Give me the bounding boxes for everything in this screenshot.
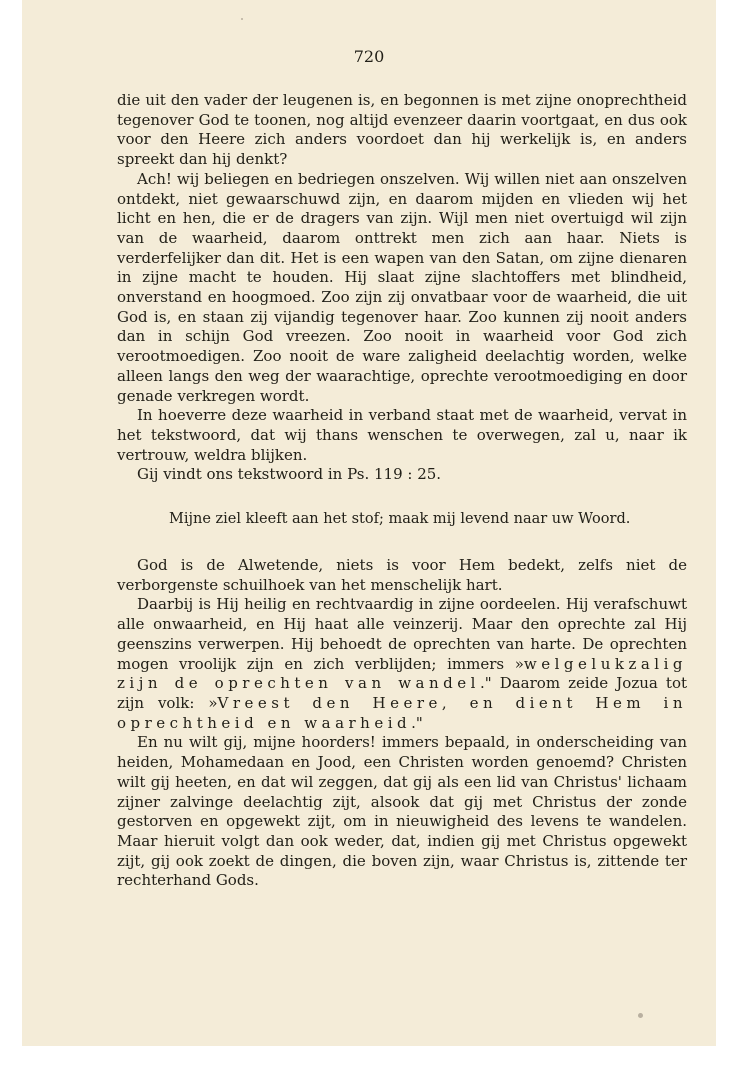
paragraph-6-spaced-quote-1: welgelukzalig zijn de oprechten van wandel [117,654,687,693]
paragraph-5: God is de Alwetende, niets is voor Hem bedekt, zelfs niet de verborgenste schuilhoek van het menschelijk hart. [117,556,687,594]
paragraph-6 [117,595,687,733]
paragraph-1: die uit den vader der leugenen is, en begonnen is met zijne onoprechtheid tegenover God te toonen, nog altijd evenzeer daarin voortgaat, en dus ook voor den Heere zich anders voordoet dan hij werkelijk is, en anders spreekt dan hij denkt? [117,91,687,169]
paragraph-6-text-c: ." Daarom zeide Jozua tot zijn volk: » [117,674,687,712]
paper-speck [241,18,243,20]
paragraph-3: In hoeverre deze waarheid in verband staat met de waarheid, vervat in het tekstwoord, dat wij thans wenschen te overwegen, zal u, naar ik vertrouw, weldra blijken. [117,406,687,464]
scanned-page [22,0,716,1046]
paragraph-4: Gij vindt ons tekstwoord in Ps. 119 : 25. [137,465,442,484]
paragraph-7: En nu wilt gij, mijne hoorders! immers bepaald, in onderscheiding van heiden, Mohamedaan en Jood, een Christen worden genoemd? Christen wilt gij heeten, en dat wil zeggen, dat gij als een lid van Christus' lichaam zijner zalvinge deelachtig zijt, alsook dat gij met Christus der zonde gestorven en opgewekt zijt, om in nieuwigheid des levens te wandelen. Maar hieruit volgt dan ook weder, dat, indien gij met Christus opgewekt zijt, gij ook zoekt de dingen, die boven zijn, waar Christus is, zittende ter rechterhand Gods. [117,733,687,890]
page-number: 720 [353,47,385,66]
body-text [117,91,687,891]
paragraph-2: Ach! wij beliegen en bedriegen onszelven. Wij willen niet aan onszelven ontdekt, niet gewaarschuwd zijn, en daarom mijden en vlieden wij het licht en hen, die er de dragers van zijn. Wijl men niet overtuigd wil zijn van de waarheid, daarom onttrekt men zich aan haar. Niets is verderfelijker dan dit. Het is een wapen van den Satan, om zijne dienaren in zijne macht te houden. Hij slaat zijne slachtoffers met blindheid, onverstand en hoogmoed. Zoo zijn zij onvatbaar voor de waarheid, die uit God is, en staan zij vijandig tegenover haar. Zoo kunnen zij nooit anders dan in schijn God vreezen. Zoo nooit in waarheid voor God zich verootmoedigen. Zoo nooit de ware zaligheid deelachtig worden, welke alleen langs den weg der waarachtige, oprechte verootmoediging en door genade verkregen wordt. [117,169,687,405]
paragraph-6-text-a: Daarbij is Hij heilig en rechtvaardig in zijne oordeelen. Hij verafschuwt alle onwaarheid, en Hij haat alle veinzerij. Maar den oprechte zal Hij geenszins verwerpen. Hij behoedt de oprechten van harte. De oprechten mogen vroolijk zijn en zich verblijden; immers » [117,595,687,673]
scripture-quote: Mijne ziel kleeft aan het stof; maak mij levend naar uw Woord. [169,511,631,528]
paragraph-6-spaced-quote-2: Vreest den Heere, en dient Hem in oprechtheid en waarheid [117,693,687,732]
paragraph-6-text-e: ." [411,713,423,732]
paper-speck [638,1013,643,1018]
